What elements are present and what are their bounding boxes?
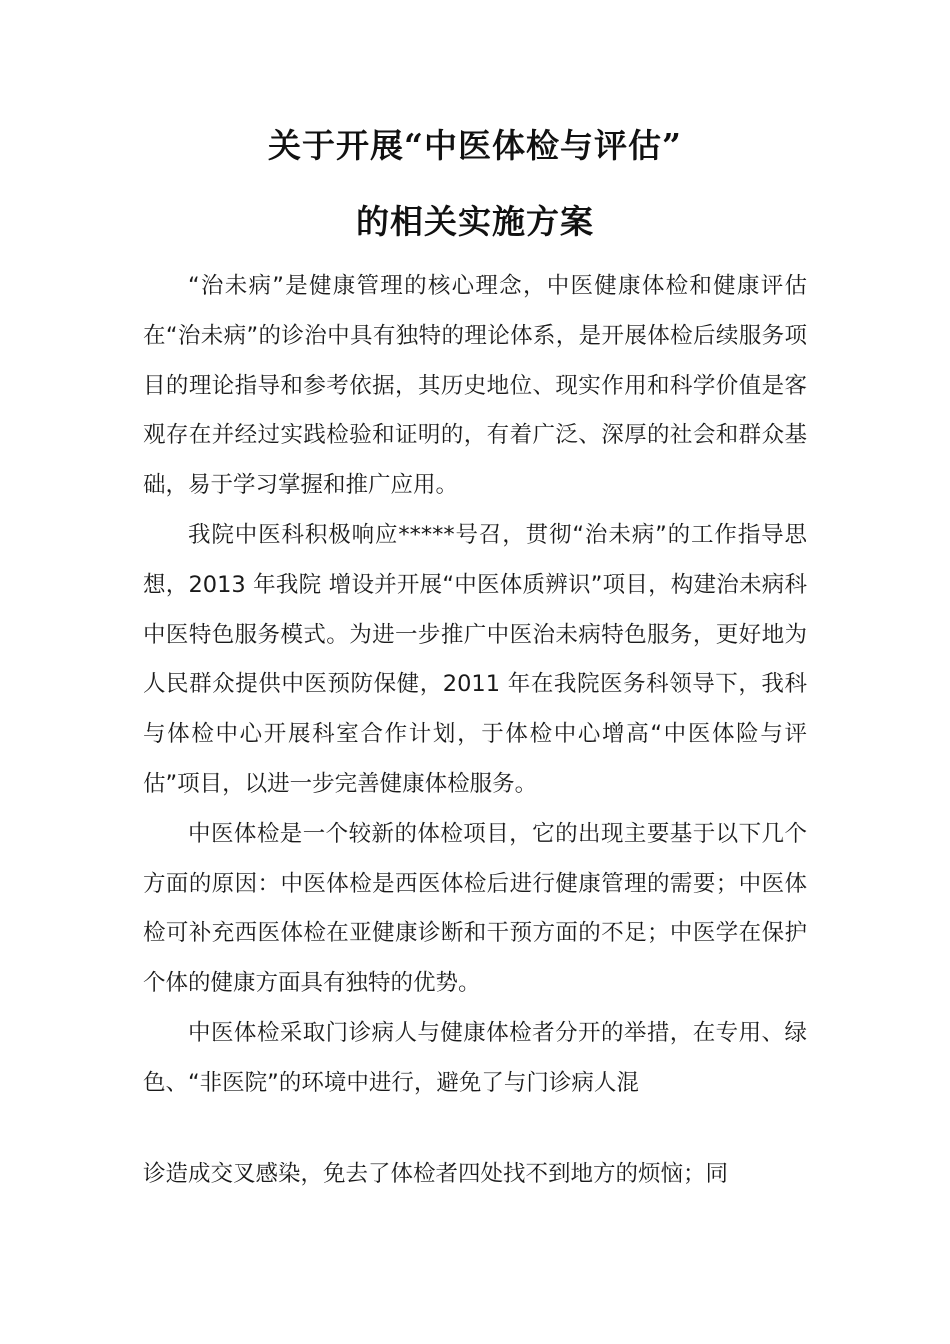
paragraph-4: 中医体检采取门诊病人与健康体检者分开的举措，在专用、绿色、“非医院”的环境中进行，避免了与门诊病人混	[143, 1019, 807, 1096]
paragraph-2: 我院中医科积极响应*****号召，贯彻“治未病”的工作指导思想，2013 年我院 增设并开展“中医体质辨识”项目，构建治未病科中医特色服务模式。为进一步推广中医治未病特色服务，更好地为人民群众提供中医预防保健，2011 年在我院医务科领导下，我科与体检中心开展科室合作计划，于体检中心增高“中医体险与评估”项目，以进一步完善健康体检服务。	[143, 521, 807, 797]
title-line-2: 的相关实施方案	[356, 202, 594, 241]
paragraph-4-continuation: 诊造成交叉感染，免去了体检者四处找不到地方的烦恼；同	[143, 1161, 729, 1187]
title-line-1: 关于开展“中医体检与评估”	[268, 126, 682, 165]
document-body	[143, 262, 807, 1109]
document-title	[143, 108, 807, 260]
paragraph-3: 中医体检是一个较新的体检项目，它的出现主要基于以下几个方面的原因：中医体检是西医体检后进行健康管理的需要；中医体检可补充西医体检在亚健康诊断和干预方面的不足；中医学在保护个体的健康方面具有独特的优势。	[143, 820, 807, 997]
paragraph-1: “治未病”是健康管理的核心理念，中医健康体检和健康评估在“治未病”的诊治中具有独特的理论体系，是开展体检后续服务项目的理论指导和参考依据，其历史地位、现实作用和科学价值是客观存在并经过实践检验和证明的，有着广泛、深厚的社会和群众基础，易于学习掌握和推广应用。	[143, 273, 807, 499]
